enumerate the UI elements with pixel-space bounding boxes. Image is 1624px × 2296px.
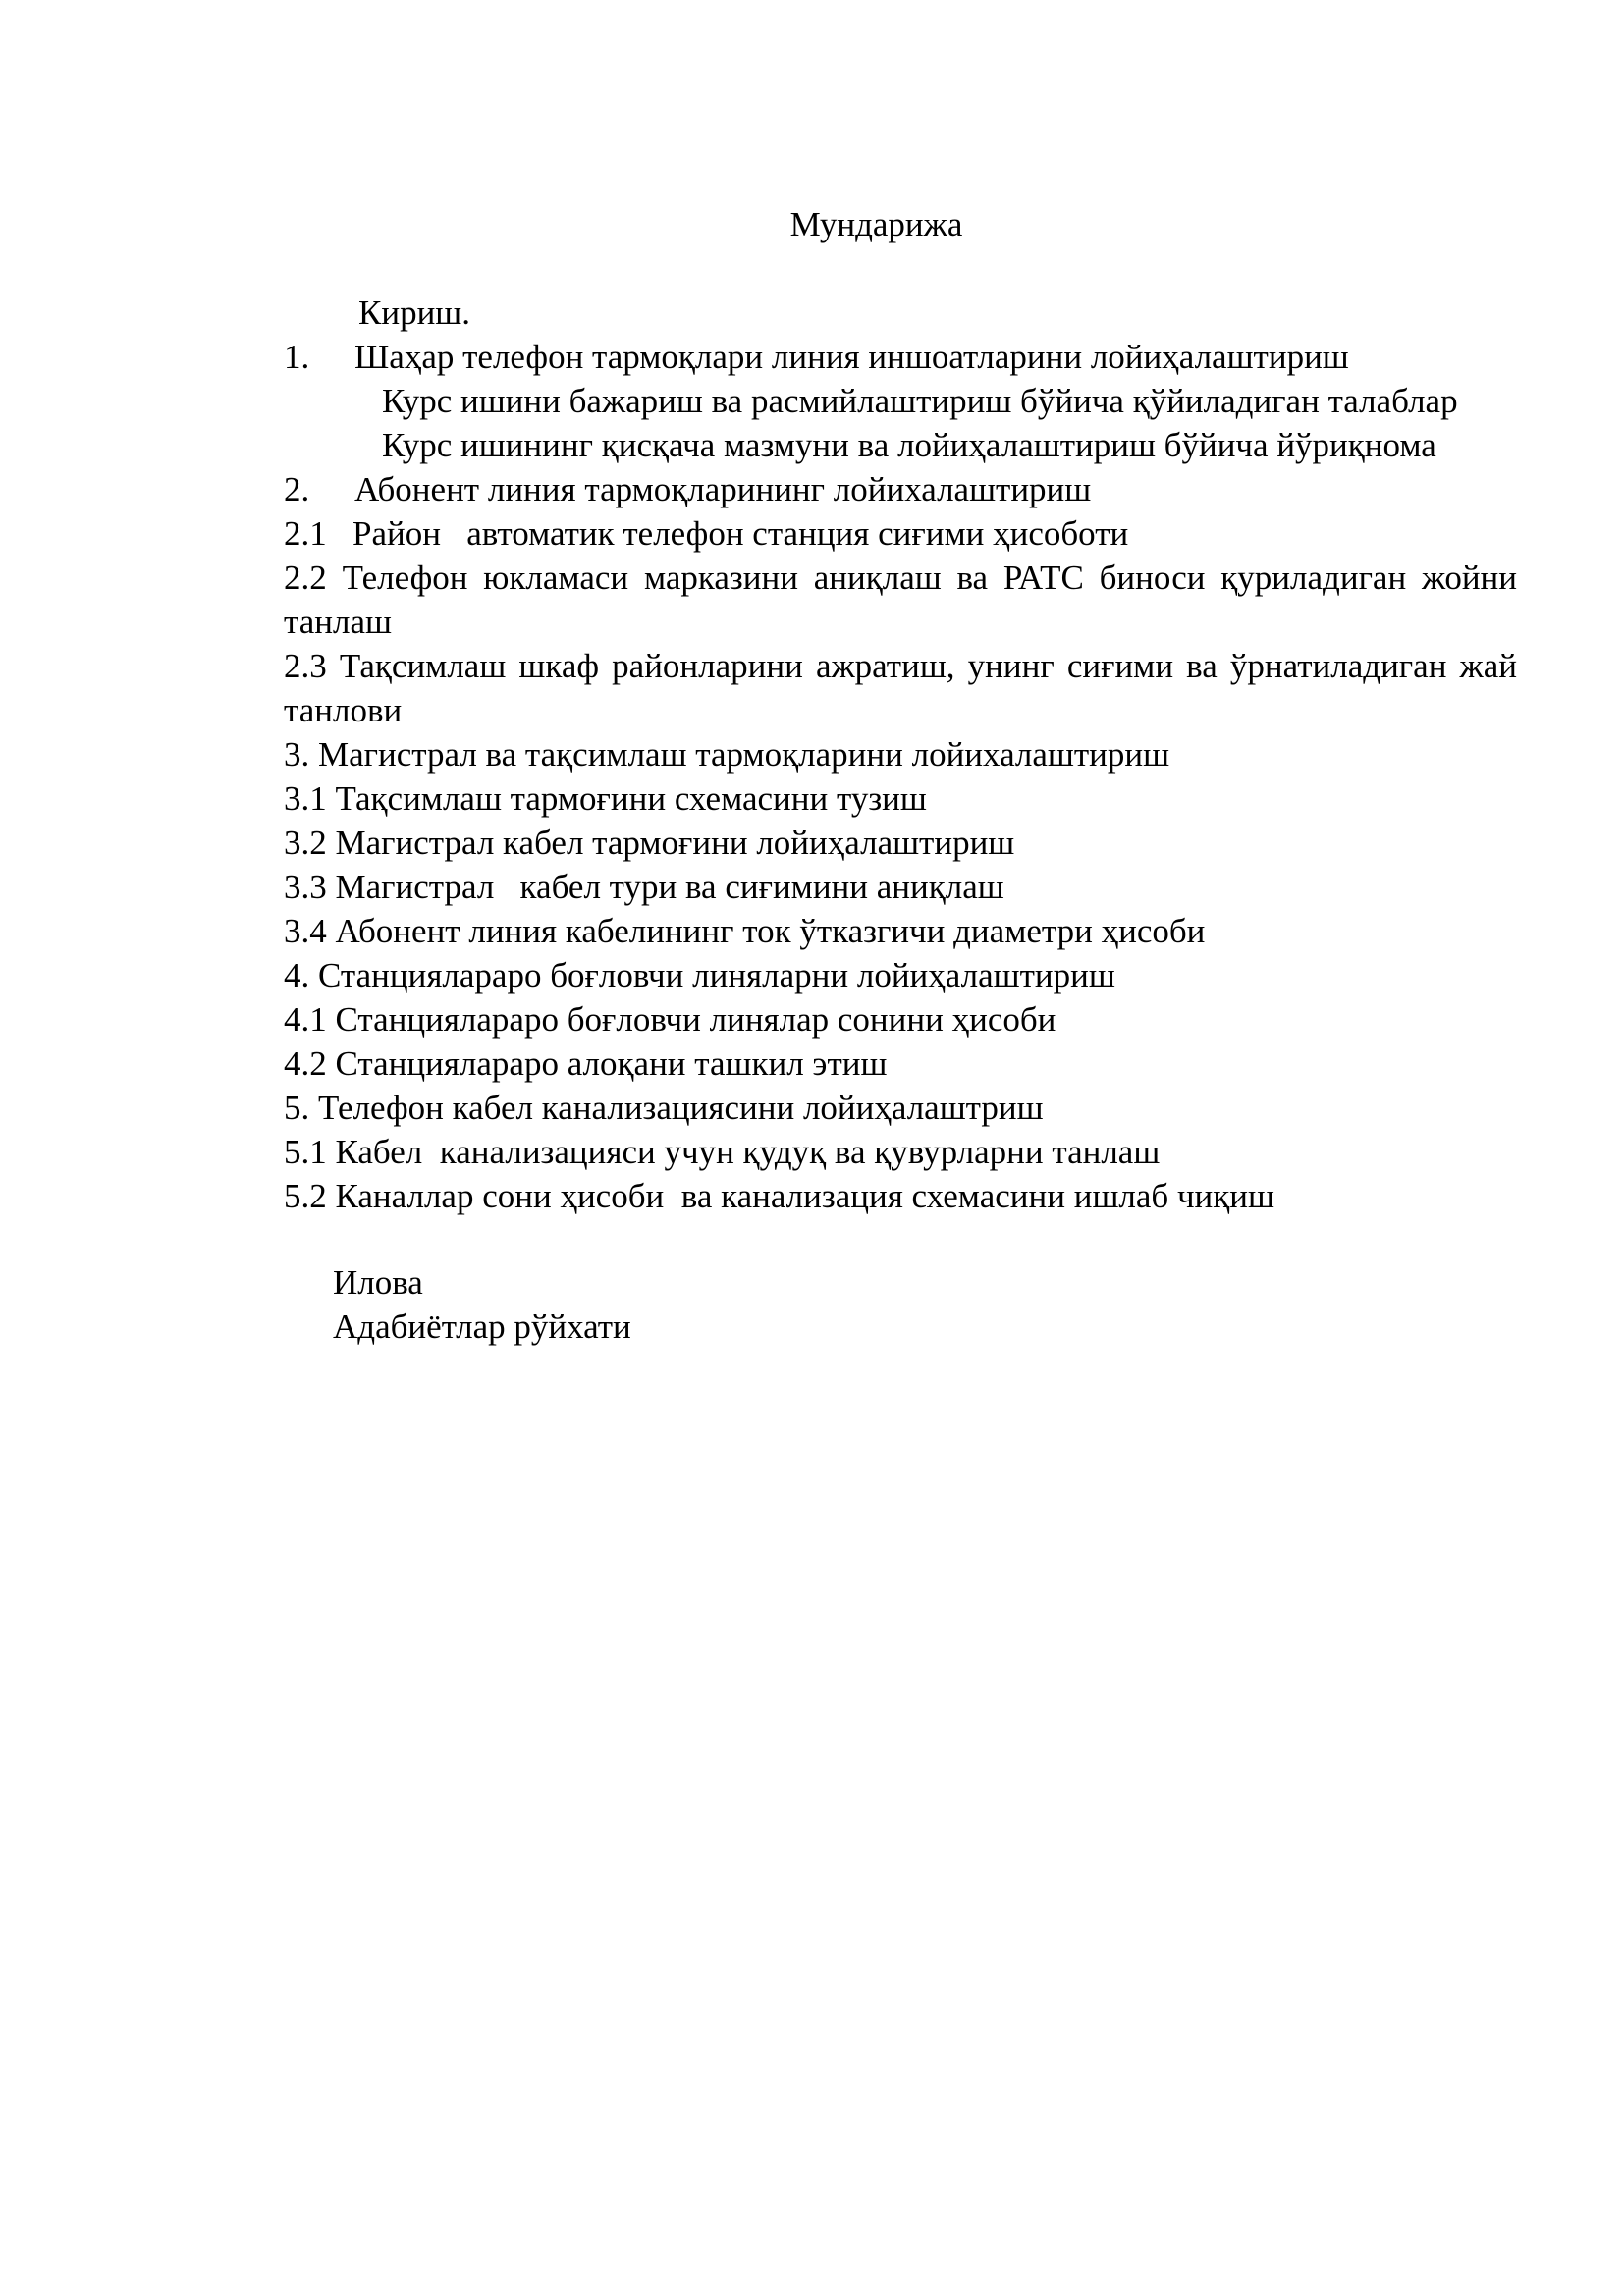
toc-entry-appendix [284,1260,1517,1305]
toc-entry-3 [284,732,1517,776]
toc-entry-number: 2.1 [284,514,327,553]
toc-entry-text: Магистрал кабел тури ва сиғимини аниқлаш [335,868,1004,906]
toc-entry-text: Кириш. [358,294,471,332]
toc-entry-number: 2.3 [284,647,327,685]
toc-entry-number: 3.4 [284,912,327,950]
toc-entry-text: Адабиётлар рўйхати [333,1308,631,1346]
toc-entry-text: Курс ишини бажариш ва расмийлаштириш бўйича қўйиладиган талаблар [382,382,1458,420]
toc-entry-number: 1. [284,338,310,376]
toc-entry-text: Станциялараро боғловчи линялар сонини ҳисоби [335,1000,1056,1039]
toc-entry-number: 3. [284,735,310,774]
toc-entry-4-1 [284,997,1517,1041]
toc-entry-text: Магистрал кабел тармоғини лойиҳалаштириш [335,824,1015,862]
toc-entry-3-1 [284,776,1517,821]
toc-entry-text: Магистрал ва тақсимлаш тармоқларини лойихалаштириш [318,735,1170,774]
toc-entry-text: Станциялараро алоқани ташкил этиш [335,1044,888,1083]
toc-entry-text: Тақсимлаш шкаф районларини ажратиш, унинг сиғими ва ўрнатиладиган жай танлови [284,647,1517,729]
toc-entry-5-2 [284,1174,1517,1218]
toc-entry-2 [284,467,1517,511]
toc-entry-number: 4.2 [284,1044,327,1083]
toc-entry-number: 4.1 [284,1000,327,1039]
toc-entry-5-1 [284,1130,1517,1174]
toc-entry-3-2 [284,821,1517,865]
toc-entry-text: Каналлар сони ҳисоби ва канализация схемасини ишлаб чиқиш [335,1177,1274,1215]
toc-entry-bibliography [284,1305,1517,1349]
toc-entry-number: 4. [284,956,310,994]
toc-entry-text: Абонент линия кабелининг ток ўтказгичи диаметри ҳисоби [335,912,1206,950]
toc-entry-number: 2.2 [284,559,327,597]
page-title: Мундарижа [789,205,963,243]
toc-entry-4-2 [284,1041,1517,1086]
toc-entry-2-3 [284,644,1517,732]
toc-entry-text: Телефон юкламаси марказини аниқлаш ва РАТС биноси қуриладиган жойни танлаш [284,559,1518,641]
toc-entry-text: Тақсимлаш тармоғини схемасини тузиш [335,779,927,818]
toc-entry-number: 5. [284,1089,310,1127]
toc-entry-text: Район автоматик телефон станция сиғими ҳисоботи [352,514,1129,553]
toc-entry-2-1 [284,511,1517,556]
toc-entry-4 [284,953,1517,997]
toc-entry-number: 3.2 [284,824,327,862]
toc-entry-2-2 [284,556,1517,644]
toc-entry-summary [284,423,1517,467]
toc-entry-number: 3.3 [284,868,327,906]
toc-entry-1 [284,335,1517,379]
toc-entry-text: Телефон кабел канализациясини лойиҳалаштриш [318,1089,1044,1127]
toc-entry-3-4 [284,909,1517,953]
toc-entry-introduction [284,291,1517,335]
toc-entry-text: Илова [333,1263,423,1302]
toc-entry-text: Станциялараро боғловчи линяларни лойиҳалаштириш [318,956,1115,994]
toc-entry-text: Курс ишининг қисқача мазмуни ва лойиҳалаштириш бўйича йўриқнома [382,426,1436,464]
toc-entry-text: Кабел канализацияси учун қудуқ ва қувурларни танлаш [335,1133,1161,1171]
toc-entry-number: 3.1 [284,779,327,818]
toc-entry-number: 5.2 [284,1177,327,1215]
table-of-contents [284,291,1517,1349]
toc-entry-5 [284,1086,1517,1130]
toc-entry-number: 2. [284,470,310,508]
toc-entry-number: 5.1 [284,1133,327,1171]
toc-entry-text: Шаҳар телефон тармоқлари линия иншоатларини лойиҳалаштириш [354,338,1349,376]
toc-entry-requirements [284,379,1517,423]
toc-entry-3-3 [284,865,1517,909]
toc-entry-text: Абонент линия тармоқларининг лойихалаштириш [354,470,1092,508]
